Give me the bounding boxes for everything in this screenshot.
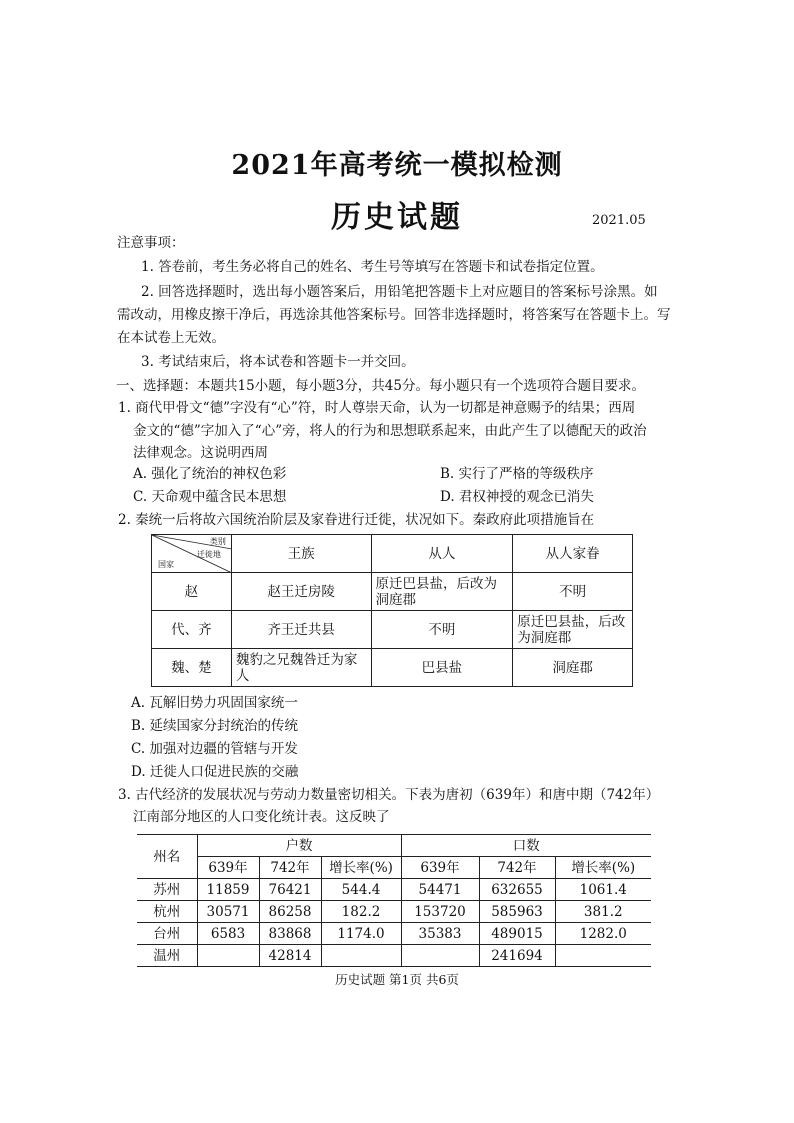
notice-item-2-line-2: 需改动，用橡皮擦干净后，再选涂其他答案标号。回答非选择题时，将答案写在答题卡上。写 [117, 307, 671, 323]
q1-option-c: C. 天命观中蕴含民本思想 [133, 489, 287, 505]
row-cell: 6583 [197, 923, 259, 945]
table-header-row [152, 535, 633, 573]
exam-title: 2021年高考统一模拟检测 [231, 150, 563, 181]
section-heading: 一、选择题：本题共15小题，每小题3分，共45分。每小题只有一个选项符合题目要求。 [116, 378, 645, 394]
notice-item-2-line-1: 2. 回答选择题时，选出每小题答案后，用铅笔把答题卡上对应题目的答案标号涂黑。如 [141, 284, 658, 300]
subheader-cell: 742年 [259, 857, 321, 879]
header-households: 户数 [197, 835, 401, 857]
q2-option-d: D. 迁徙人口促进民族的交融 [131, 764, 299, 780]
row-cell: 83868 [259, 923, 321, 945]
q1-stem-line-3: 法律观念。这说明西周 [133, 445, 268, 461]
table-row [152, 649, 633, 687]
corner-label-state: 国家 [158, 560, 174, 569]
row-follower: 原迁巴县盐，后改为洞庭郡 [371, 573, 513, 611]
migration-table [151, 534, 633, 687]
row-name: 温州 [137, 945, 197, 967]
row-royal: 齐王迁共县 [231, 611, 371, 649]
corner-label-category: 类别 [209, 537, 226, 546]
subheader-cell: 增长率(%) [555, 857, 651, 879]
subject-title: 历史试题 [331, 200, 463, 235]
row-name: 杭州 [137, 901, 197, 923]
q3-stem-line-1: 3. 古代经济的发展状况与劳动力数量密切相关。下表为唐初（639年）和唐中期（742年） [118, 787, 660, 803]
notice-item-2-line-3: 在本试卷上无效。 [117, 330, 225, 346]
subheader-cell: 742年 [479, 857, 555, 879]
row-cell: 86258 [259, 901, 321, 923]
table-subheader-row [137, 857, 651, 879]
row-cell: 76421 [259, 879, 321, 901]
row-state: 代、齐 [152, 611, 232, 649]
page-footer: 历史试题 第1页 共6页 [335, 972, 459, 987]
row-family: 不明 [513, 573, 633, 611]
row-cell: 489015 [479, 923, 555, 945]
header-family: 从人家眷 [513, 535, 633, 573]
q2-stem: 2. 秦统一后将故六国统治阶层及家眷进行迁徙，状况如下。秦政府此项措施旨在 [118, 512, 595, 528]
q1-stem-line-2: 金文的“德”字加入了“心”旁，将人的行为和思想联系起来，由此产生了以德配天的政治 [133, 423, 647, 439]
subheader-cell: 增长率(%) [321, 857, 401, 879]
q1-option-d: D. 君权神授的观念已消失 [440, 489, 594, 505]
row-cell: 11859 [197, 879, 259, 901]
row-cell: 1061.4 [555, 879, 651, 901]
population-table [137, 834, 651, 967]
subheader-cell: 639年 [401, 857, 479, 879]
q1-option-a: A. 强化了统治的神权色彩 [133, 466, 287, 482]
q2-option-c: C. 加强对边疆的管辖与开发 [131, 741, 298, 757]
q2-option-b: B. 延续国家分封统治的传统 [131, 718, 299, 734]
notice-item-3: 3. 考试结束后，将本试卷和答题卡一并交回。 [141, 354, 415, 370]
row-cell [197, 945, 259, 967]
row-cell [555, 945, 651, 967]
table-row [152, 573, 633, 611]
table-row [152, 611, 633, 649]
row-name: 苏州 [137, 879, 197, 901]
row-follower: 巴县盐 [371, 649, 513, 687]
row-state: 赵 [152, 573, 232, 611]
row-cell: 35383 [401, 923, 479, 945]
table-row [137, 923, 651, 945]
table-corner-cell [152, 535, 232, 573]
notice-heading: 注意事项： [117, 235, 185, 251]
row-state: 魏、楚 [152, 649, 232, 687]
row-cell: 182.2 [321, 901, 401, 923]
row-cell: 585963 [479, 901, 555, 923]
row-family: 原迁巴县盐，后改为洞庭郡 [513, 611, 633, 649]
q3-stem-line-2: 江南部分地区的人口变化统计表。这反映了 [133, 809, 390, 825]
table-row [137, 945, 651, 967]
row-royal: 赵王迁房陵 [231, 573, 371, 611]
subheader-cell: 639年 [197, 857, 259, 879]
q1-option-b: B. 实行了严格的等级秩序 [440, 466, 594, 482]
row-cell: 241694 [479, 945, 555, 967]
row-cell: 54471 [401, 879, 479, 901]
row-follower: 不明 [371, 611, 513, 649]
row-cell: 30571 [197, 901, 259, 923]
table-header-row [137, 835, 651, 857]
q2-option-a: A. 瓦解旧势力巩固国家统一 [131, 695, 298, 711]
notice-item-1: 1. 答卷前，考生务必将自己的姓名、考生号等填写在答题卡和试卷指定位置。 [141, 259, 604, 275]
row-cell: 1282.0 [555, 923, 651, 945]
table-row [137, 901, 651, 923]
row-cell: 1174.0 [321, 923, 401, 945]
row-cell: 544.4 [321, 879, 401, 901]
table-row [137, 879, 651, 901]
row-cell [401, 945, 479, 967]
row-royal: 魏豹之兄魏咎迁为家人 [231, 649, 371, 687]
header-follower: 从人 [371, 535, 513, 573]
header-state-name: 州名 [137, 835, 197, 879]
row-cell [321, 945, 401, 967]
q1-stem-line-1: 1. 商代甲骨文“德”字没有“心”符，时人尊崇天命，认为一切都是神意赐予的结果；西周 [118, 400, 636, 416]
exam-date: 2021.05 [592, 213, 646, 228]
row-name: 台州 [137, 923, 197, 945]
row-cell: 632655 [479, 879, 555, 901]
row-cell: 153720 [401, 901, 479, 923]
row-cell: 42814 [259, 945, 321, 967]
corner-label-destination: 迁徙地 [196, 550, 221, 559]
row-cell: 381.2 [555, 901, 651, 923]
header-royal: 王族 [231, 535, 371, 573]
header-population: 口数 [401, 835, 651, 857]
row-family: 洞庭郡 [513, 649, 633, 687]
